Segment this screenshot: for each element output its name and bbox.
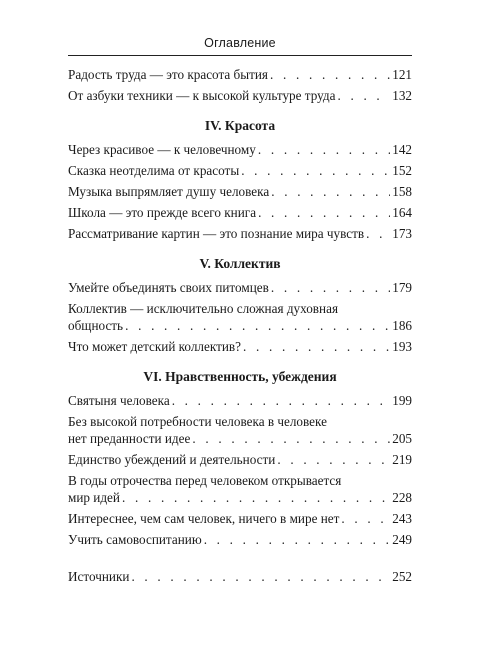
toc-entry[interactable] — [68, 183, 412, 200]
section-heading: VI. Нравственность, убеждения — [143, 369, 337, 384]
toc-entry[interactable] — [68, 300, 412, 334]
entry-page-number: 164 — [392, 205, 412, 220]
leader-dots — [270, 66, 390, 83]
toc-entry[interactable] — [68, 451, 412, 468]
entry-title: Рассматривание картин — это познание мира чувств — [68, 226, 365, 241]
toc-entry[interactable] — [68, 472, 412, 506]
leader-dots — [241, 162, 390, 179]
entry-title: Сказка неотделима от красоты — [68, 163, 240, 178]
toc-entry[interactable] — [68, 413, 412, 447]
toc-entry[interactable] — [68, 531, 412, 548]
entry-page-number: 193 — [392, 339, 412, 354]
header-rule — [68, 55, 412, 56]
toc-entry[interactable] — [68, 338, 412, 355]
entry-title: Через красивое — к человечному — [68, 142, 256, 157]
toc-entry[interactable] — [68, 162, 412, 179]
toc-entry[interactable] — [68, 392, 412, 409]
entry-title: Школа — это прежде всего книга — [68, 205, 257, 220]
entry-line2 — [68, 489, 412, 506]
entry-title: Музыка выпрямляет душу человека — [68, 184, 270, 199]
leader-dots — [277, 451, 390, 468]
entry-page-number: 219 — [392, 452, 412, 467]
entry-page-number: 205 — [392, 431, 412, 446]
entry-page-number: 228 — [392, 490, 412, 505]
entry-title: Что может детский коллектив? — [68, 339, 241, 354]
entry-page-number: 132 — [392, 88, 412, 103]
entry-title: Умейте объединять своих питомцев — [68, 280, 269, 295]
leader-dots — [172, 392, 391, 409]
entry-title-line1: Без высокой потребности человека в человеке — [68, 414, 327, 429]
entry-title: Учить самовоспитанию — [68, 532, 202, 547]
toc-entry[interactable] — [68, 568, 412, 585]
entry-page-number: 252 — [392, 569, 412, 584]
leader-dots — [122, 489, 390, 506]
entry-title: Интереснее, чем сам человек, ничего в мире нет — [68, 511, 340, 526]
entry-line2 — [68, 317, 412, 334]
entry-title-line1: Коллектив — исключительно сложная духовная — [68, 301, 339, 316]
leader-dots — [366, 225, 390, 242]
leader-dots — [192, 430, 390, 447]
leader-dots — [125, 317, 390, 334]
leader-dots — [271, 279, 390, 296]
entry-title: Радость труда — это красота бытия — [68, 67, 268, 82]
section-heading: IV. Красота — [204, 118, 276, 133]
entry-page-number: 243 — [392, 511, 412, 526]
leader-dots — [204, 531, 391, 548]
leader-dots — [131, 568, 390, 585]
entry-page-number: 199 — [392, 393, 412, 408]
entry-page-number: 121 — [392, 67, 412, 82]
leader-dots — [271, 183, 390, 200]
toc-entry[interactable] — [68, 141, 412, 158]
toc-entry[interactable] — [68, 510, 412, 527]
leader-dots — [243, 338, 390, 355]
leader-dots — [258, 204, 390, 221]
leader-dots — [337, 87, 390, 104]
entry-title-line2: мир идей — [68, 490, 120, 505]
leader-dots — [341, 510, 390, 527]
table-of-contents — [68, 62, 412, 589]
toc-entry[interactable] — [68, 66, 412, 83]
entry-title: Святыня человека — [68, 393, 170, 408]
entry-page-number: 249 — [392, 532, 412, 547]
leader-dots — [258, 141, 390, 158]
entry-title: От азбуки техники — к высокой культуре труда — [68, 88, 336, 103]
toc-entry[interactable] — [68, 225, 412, 242]
entry-page-number: 186 — [392, 318, 412, 333]
toc-entry[interactable] — [68, 87, 412, 104]
running-head: Оглавление — [204, 36, 276, 50]
entry-line2 — [68, 430, 412, 447]
entry-page-number: 142 — [392, 142, 412, 157]
entry-page-number: 173 — [392, 226, 412, 241]
entry-title-line1: В годы отрочества перед человеком открывается — [68, 473, 342, 488]
entry-title: Единство убеждений и деятельности — [68, 452, 276, 467]
entry-title: Источники — [68, 569, 130, 584]
entry-page-number: 158 — [392, 184, 412, 199]
entry-page-number: 152 — [392, 163, 412, 178]
section-heading: V. Коллектив — [199, 256, 281, 271]
entry-title-line2: нет преданности идее — [68, 431, 191, 446]
entry-title-line2: общность — [68, 318, 124, 333]
toc-entry[interactable] — [68, 279, 412, 296]
toc-entry[interactable] — [68, 204, 412, 221]
entry-page-number: 179 — [392, 280, 412, 295]
